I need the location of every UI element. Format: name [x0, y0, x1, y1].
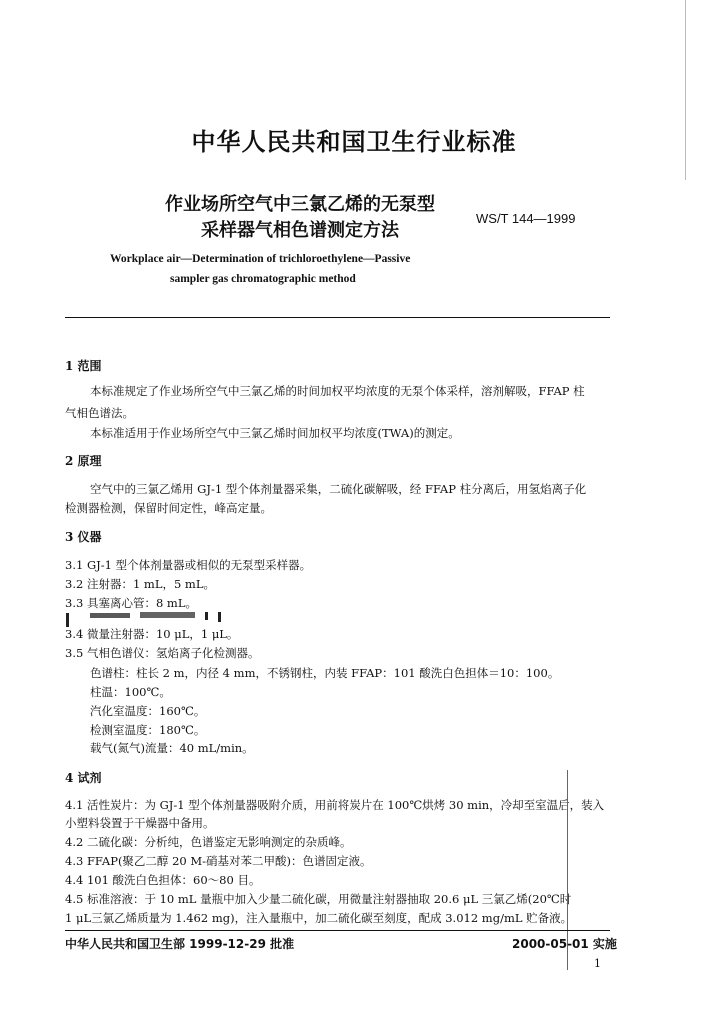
section-heading-instruments: 3 仪器: [65, 530, 102, 544]
reagent-item-4-4: 4.4 101 酸洗白色担体：60～80 目。: [65, 873, 261, 887]
reagent-item-4-1-line1: 4.1 活性炭片：为 GJ-1 型个体剂量器吸附介质，用前将炭片在 100℃烘烤 30 min，冷却至室温后，装入: [65, 798, 605, 812]
scan-artifact: [90, 613, 130, 618]
document-title-en-line2: sampler gas chromatographic method: [170, 273, 356, 285]
section-heading-scope: 1 范围: [65, 359, 102, 373]
scan-artifact: [218, 612, 221, 622]
reagent-item-4-2: 4.2 二硫化碳：分析纯，色谱鉴定无影响测定的杂质峰。: [65, 835, 352, 849]
scope-paragraph-1-line1: 本标准规定了作业场所空气中三氯乙烯的时间加权平均浓度的无泵个体采样，溶剂解吸，FFAP 柱: [90, 384, 585, 398]
scope-paragraph-1-line2: 气相色谱法。: [65, 406, 134, 420]
document-title-en-line1: Workplace air—Determination of trichloroethylene—Passive: [110, 253, 411, 265]
scan-edge-line: [685, 0, 686, 180]
document-title-zh-line2: 采样器气相色谱测定方法: [201, 220, 399, 241]
document-title-zh-line1: 作业场所空气中三氯乙烯的无泵型: [165, 194, 435, 215]
gc-detector-temperature: 检测室温度：180℃。: [90, 723, 206, 737]
instrument-item-3-3: 3.3 具塞离心管：8 mL。: [65, 596, 197, 610]
reagent-item-4-3: 4.3 FFAP(聚乙二醇 20 M-硝基对苯二甲酸)：色谱固定液。: [65, 854, 372, 868]
page-number: 1: [594, 957, 601, 970]
scan-artifact: [66, 613, 69, 627]
approval-statement: 中华人民共和国卫生部 1999-12-29 批准: [65, 937, 295, 951]
reagent-item-4-5-line1: 4.5 标准溶液：于 10 mL 量瓶中加入少量二硫化碳，用微量注射器抽取 20.6 μL 三氯乙烯(20℃时: [65, 892, 572, 906]
footer-separator-rule: [65, 930, 610, 931]
reagent-item-4-1-line2: 小塑料袋置于干燥器中备用。: [65, 816, 215, 830]
gc-carrier-gas-flow: 载气(氮气)流量：40 mL/min。: [90, 741, 254, 755]
standard-code: WS/T 144—1999: [476, 211, 576, 226]
implementation-date: 2000-05-01 实施: [512, 937, 617, 951]
section-heading-principle: 2 原理: [65, 454, 102, 468]
scope-paragraph-2: 本标准适用于作业场所空气中三氯乙烯时间加权平均浓度(TWA)的测定。: [90, 426, 460, 440]
standard-header-title: 中华人民共和国卫生行业标准: [191, 128, 517, 156]
scan-artifact: [140, 612, 195, 618]
principle-paragraph-line2: 检测器检测，保留时间定性，峰高定量。: [65, 501, 272, 515]
instrument-item-3-2: 3.2 注射器：1 mL，5 mL。: [65, 577, 215, 591]
reagent-item-4-5-line2: 1 μL三氯乙烯质量为 1.462 mg)，注入量瓶中，加二硫化碳至刻度，配成 3.012 mg/mL 贮备液。: [65, 911, 573, 925]
title-separator-rule: [65, 317, 610, 318]
section-heading-reagents: 4 试剂: [65, 771, 102, 785]
instrument-item-3-4: 3.4 微量注射器：10 μL，1 μL。: [65, 627, 239, 641]
gc-column-spec: 色谱柱：柱长 2 m，内径 4 mm，不锈钢柱，内装 FFAP：101 酸洗白色担体＝10：100。: [90, 666, 560, 680]
scan-artifact: [205, 612, 208, 620]
principle-paragraph-line1: 空气中的三氯乙烯用 GJ-1 型个体剂量器采集，二硫化碳解吸，经 FFAP 柱分离后，用氢焰离子化: [90, 482, 587, 496]
gc-column-temperature: 柱温：100℃。: [90, 685, 171, 699]
instrument-item-3-5: 3.5 气相色谱仪：氢焰离子化检测器。: [65, 646, 260, 660]
gc-vaporizer-temperature: 汽化室温度：160℃。: [90, 704, 206, 718]
instrument-item-3-1: 3.1 GJ-1 型个体剂量器或相似的无泵型采样器。: [65, 558, 312, 572]
